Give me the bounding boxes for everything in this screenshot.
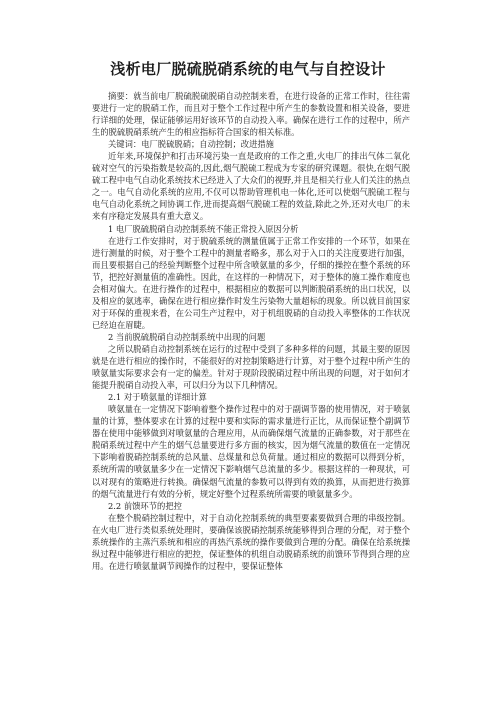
keywords-paragraph [92,138,410,150]
section-paragraph: 在进行工作安排时，对于脱硫系统的测量值属于正常工作安排的一个环节，如果在进行测量的时候，对于整个工程中的测量者略多，那么对于入口的关注度要进行加强，而且要根据自己的经验判断整个过程中所含喷氨量的多少，仔细的操控在整个系统的环节，把控好测量值的准确性。因此，在这样的一种情况下，对于整体的施工操作难度也会相对偏大。在进行操作的过程中，根据相应的数据可以判断脱硝系统的出口状况，以及相应的氨逃率，确保在进行相应操作时发生污染物大量超标的现象。所以就目前国家对于环保的重视来看，在公司生产过程中，对于机组脱硝的自动投入率整体的工作状况已经迫在眉睫。 [92,235,410,330]
keywords-text: 电厂脱硫脱硝；自动控制；改进措施 [141,139,274,150]
page-title: 浅析电厂脱硫脱硝系统的电气与自控设计 [110,60,386,78]
section-paragraph: 之所以脱硝自动控制系统在运行的过程中受到了多种多样的问题，其最主要的原因就是在进行相应的操作时，不能很好的对控制策略进行计算，对于整个过程中所产生的喷氨量实际要求会有一定的偏差。针对于现阶段脱硝过程中所出现的问题，对于如何才能提升脱硝自动投入率，可以归分为以下几种情况。 [92,343,410,391]
abstract-text: 就当前电厂脱硫脱硫脱硝自动控制来看，在进行设备的正常工作时，往往需要进行一定的脱硝工作，而且对于整个工作过程中所产生的参数设置和相关设备，要进行详细的处理，保证能够运用好该环节的自动投入率。确保在进行工作的过程中，所产生的脱硫脱硝系统产生的相应指标符合国家的相关标准。 [92,91,410,138]
subsection-paragraph: 在整个脱硝控制过程中，对于自动化控制系统的典型要素要做到合理的串级控制。在火电厂进行类似系统处理时，要确保该脱硝控制系统能够得到合理的分配，对于整个系统操作的主蒸汽系统和相应的再热汽系统的操作要做到合理的分配。确保在给系统操纵过程中能够进行相应的把控，保证整体的机组自动脱硝系统的前馈环节得到合理的应用。在进行喷氨量调节阀操作的过程中，要保证整体 [92,512,410,571]
abstract-paragraph [92,90,410,138]
keywords-label: 关键词： [108,139,142,150]
document-body [92,90,410,572]
subsection-paragraph: 喷氨量在一定情况下影响着整个操作过程中的对于副调节器的使用情况，对于喷氨量的计算，整体要求在计算的过程中要和实际的需求量进行正比，从而保证整个副调节器在使用中能够做到对喷氨量的合理应用，从而确保烟气流量的正确参数，对于那些在脱硝系统过程中产生的烟气总量要进行多方面的核实，因为烟气流量的数值在一定情况下影响着脱硝控制系统的总风量、总煤量和总负荷量。通过相应的数据可以得到分析，系统所需的喷氨量多少在一定情况下影响烟气总流量的多少。根据这样的一种现状，可以对现有的策略进行转换。确保烟气流量的参数可以得到有效的换算，从而把进行换算的烟气流量进行有效的分析，规定好整个过程系统所需要的喷氨量多少。 [92,404,410,499]
abstract-label: 摘要： [108,91,134,101]
section-heading: 2 当前脱硫脱硝自动控制系统中出现的问题 [108,331,266,342]
subsection-heading: 2.1 对于喷氨量的详细计算 [108,392,207,403]
subsection-heading: 2.2 前馈环节的把控 [108,500,182,511]
intro-paragraph: 近年来,环境保护和打击环境污染一直是政府的工作之重,火电厂的排出气体二氧化硫对空气的污染指数是较高的,因此,烟气脱硫工程成为专家的研究课题。很快,在烟气脱硫工程中电气自动化系统技术已经进入了大众们的视野,并且是相关行业人们关注的热点之一。电气自动化系统的应用,不仅可以帮助管理机电一体化,还可以使烟气脱硫工程与电气自动化系统之间协调工作,进而提高烟气脱硫工程的效益,除此之外,还对火电厂的未来有序稳定发展具有重大意义。 [92,151,410,222]
section-heading: 1 电厂脱硫脱硝自动控制系统不能正常投入原因分析 [108,223,299,234]
